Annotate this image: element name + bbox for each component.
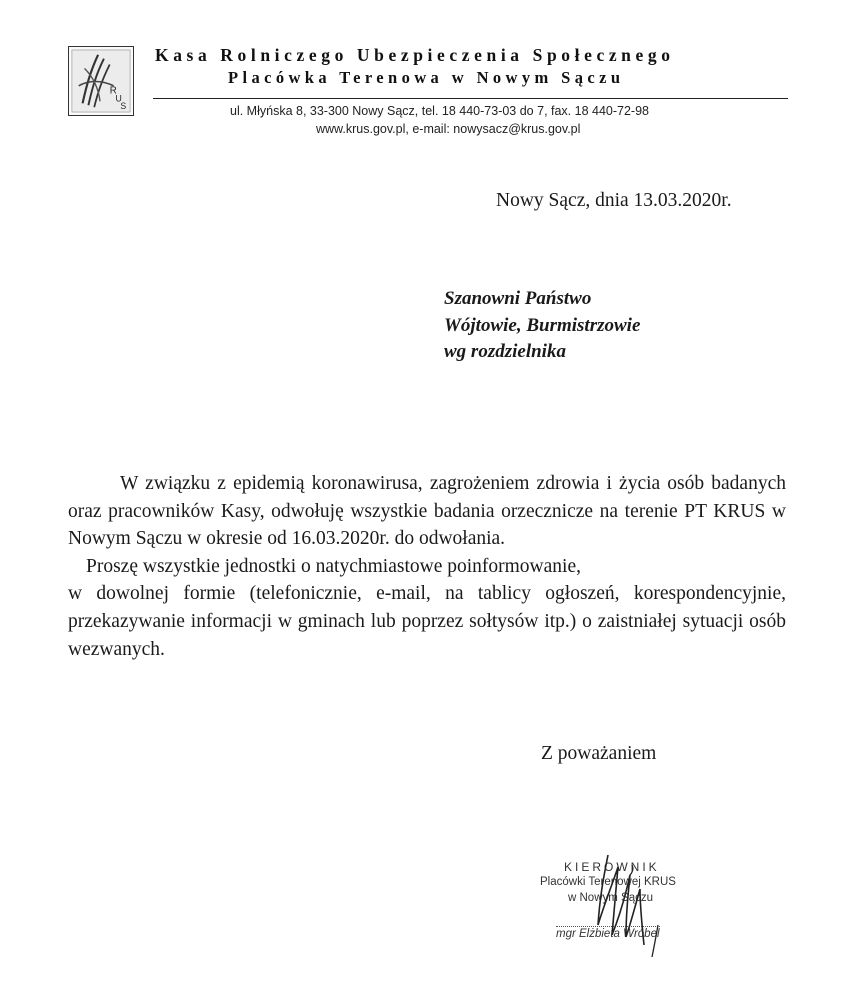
branch-name: Placówka Terenowa w Nowym Sączu (228, 68, 625, 87)
address-line: ul. Młyńska 8, 33-300 Nowy Sącz, tel. 18 440-73-03 do 7, fax. 18 440-72-98 (230, 104, 649, 118)
org-name: Kasa Rolniczego Ubezpieczenia Społecznego (155, 45, 675, 65)
svg-text:S: S (120, 101, 127, 112)
krus-logo-icon (69, 47, 133, 115)
svg-text:U: U (115, 93, 122, 104)
letter-body (68, 470, 786, 663)
krus-logo (68, 46, 134, 116)
recipient-line: Szanowni Państwo (444, 288, 592, 309)
letter-date: Nowy Sącz, dnia 13.03.2020r. (496, 190, 732, 211)
recipient-block (444, 286, 640, 366)
recipient-line: Wójtowie, Burmistrzowie (444, 314, 641, 336)
paragraph-2-rest: w dowolnej formie (telefonicznie, e-mail, na tablicy ogłoszeń, korespondencyjnie, przekazywanie informacji w gminach lub poprzez sołtysów itp.) o zaistniałej sytuacji osób wezwanych. (68, 583, 786, 660)
stamp-name: mgr Elżbieta Wróbel (556, 928, 660, 940)
svg-text:R: R (109, 85, 117, 97)
stamp-title: KIEROWNIK (564, 860, 660, 874)
paragraph-2-first-line: Proszę wszystkie jednostki o natychmiastowe poinformowanie, (86, 555, 581, 577)
paragraph-1: W związku z epidemią koronawirusa, zagrożeniem zdrowia i życia osób badanych oraz pracowników Kasy, odwołuję wszystkie badania orzecznicze na terenie PT KRUS w Nowym Sączu w okresie od 16.03.2020r. do odwołania. (68, 473, 786, 550)
stamp-line: Placówki Terenowej KRUS (540, 876, 676, 888)
handwritten-signature (570, 845, 680, 960)
recipient-line: wg rozdzielnika (444, 341, 566, 362)
header-divider (153, 98, 788, 99)
stamp-line: w Nowym Sączu (568, 892, 653, 904)
closing: Z poważaniem (541, 743, 657, 764)
web-email-line: www.krus.gov.pl, e-mail: nowysacz@krus.gov.pl (316, 122, 581, 136)
